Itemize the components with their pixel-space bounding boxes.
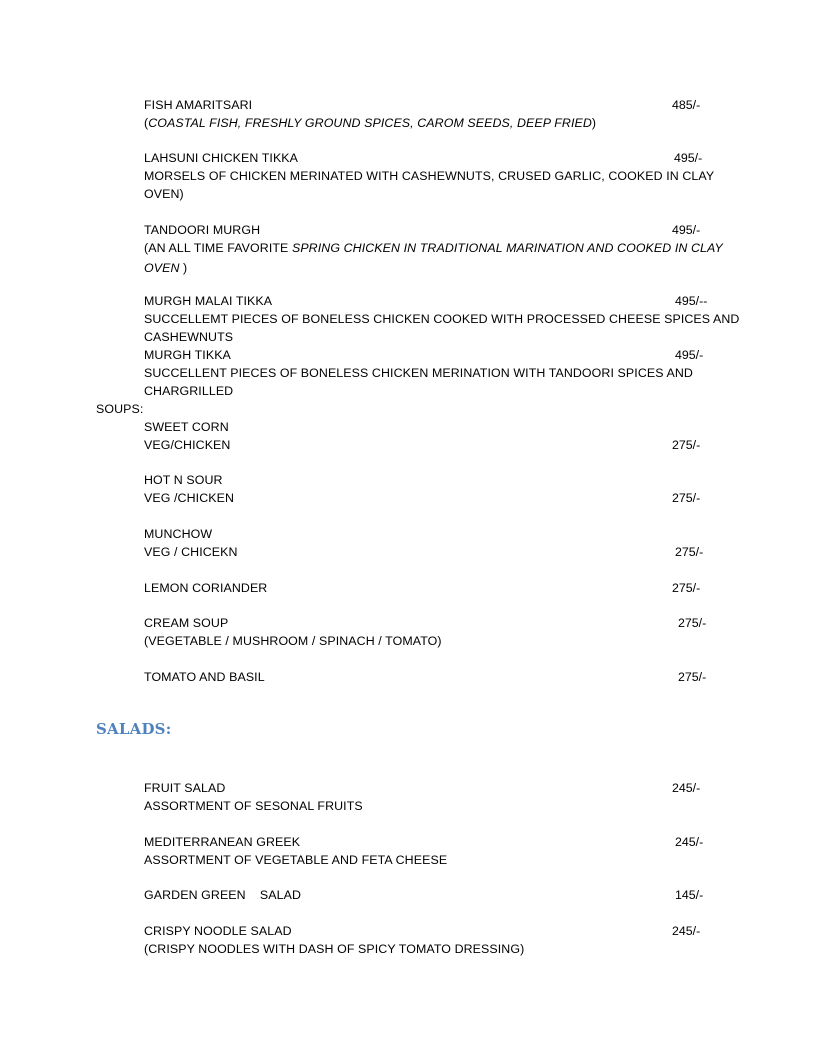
item-name: MURGH MALAI TIKKA [144, 294, 273, 308]
item-description: ASSORTMENT OF VEGETABLE AND FETA CHEESE [144, 853, 448, 867]
item-name: MUNCHOW [144, 527, 213, 541]
item-price: 495/-- [675, 294, 708, 308]
item-description: (AN ALL TIME FAVORITE SPRING CHICKEN IN TRADITIONAL MARINATION AND COOKED IN CLAY [144, 241, 723, 255]
item-description: CASHEWNUTS [144, 330, 234, 344]
item-price: 145/- [675, 888, 704, 902]
item-price: 275/- [672, 491, 701, 505]
item-price: 495/- [675, 348, 704, 362]
item-price: 275/- [672, 438, 701, 452]
item-price: 245/- [675, 835, 704, 849]
section-label-soups: SOUPS: [96, 402, 144, 416]
item-price: 275/- [675, 545, 704, 559]
item-variant: (VEGETABLE / MUSHROOM / SPINACH / TOMATO) [144, 634, 442, 648]
item-name: GARDEN GREEN SALAD [144, 888, 302, 902]
item-price: 485/- [672, 98, 701, 112]
item-name: MURGH TIKKA [144, 348, 231, 362]
item-description: CHARGRILLED [144, 384, 234, 398]
item-description: SUCCELLENT PIECES OF BONELESS CHICKEN MERINATION WITH TANDOORI SPICES AND [144, 366, 693, 380]
item-name: FRUIT SALAD [144, 781, 226, 795]
section-heading-salads: SALADS: [96, 720, 172, 738]
item-description: OVEN) [144, 187, 184, 201]
item-price: 495/- [672, 223, 701, 237]
item-description: ASSORTMENT OF SESONAL FRUITS [144, 799, 363, 813]
item-name: HOT N SOUR [144, 473, 223, 487]
item-price: 245/- [672, 924, 701, 938]
item-variant: VEG /CHICKEN [144, 491, 235, 505]
item-name: CRISPY NOODLE SALAD [144, 924, 292, 938]
item-price: 245/- [672, 781, 701, 795]
item-description: MORSELS OF CHICKEN MERINATED WITH CASHEWNUTS, CRUSED GARLIC, COOKED IN CLAY [144, 169, 715, 183]
item-name: SWEET CORN [144, 420, 229, 434]
item-name: LAHSUNI CHICKEN TIKKA [144, 151, 299, 165]
item-name: TOMATO AND BASIL [144, 670, 265, 684]
item-price: 275/- [678, 670, 707, 684]
item-name: TANDOORI MURGH [144, 223, 261, 237]
item-description: (COASTAL FISH, FRESHLY GROUND SPICES, CAROM SEEDS, DEEP FRIED) [144, 116, 597, 130]
item-price: 495/- [674, 151, 703, 165]
item-price: 275/- [672, 581, 701, 595]
item-description: SUCCELLEMT PIECES OF BONELESS CHICKEN COOKED WITH PROCESSED CHEESE SPICES AND [144, 312, 740, 326]
item-name: CREAM SOUP [144, 616, 229, 630]
item-description: OVEN ) [144, 261, 188, 275]
item-description: (CRISPY NOODLES WITH DASH OF SPICY TOMATO DRESSING) [144, 942, 525, 956]
item-variant: VEG / CHICEKN [144, 545, 238, 559]
item-price: 275/- [678, 616, 707, 630]
item-name: LEMON CORIANDER [144, 581, 268, 595]
item-name: FISH AMARITSARI [144, 98, 253, 112]
item-name: MEDITERRANEAN GREEK [144, 835, 301, 849]
item-variant: VEG/CHICKEN [144, 438, 231, 452]
